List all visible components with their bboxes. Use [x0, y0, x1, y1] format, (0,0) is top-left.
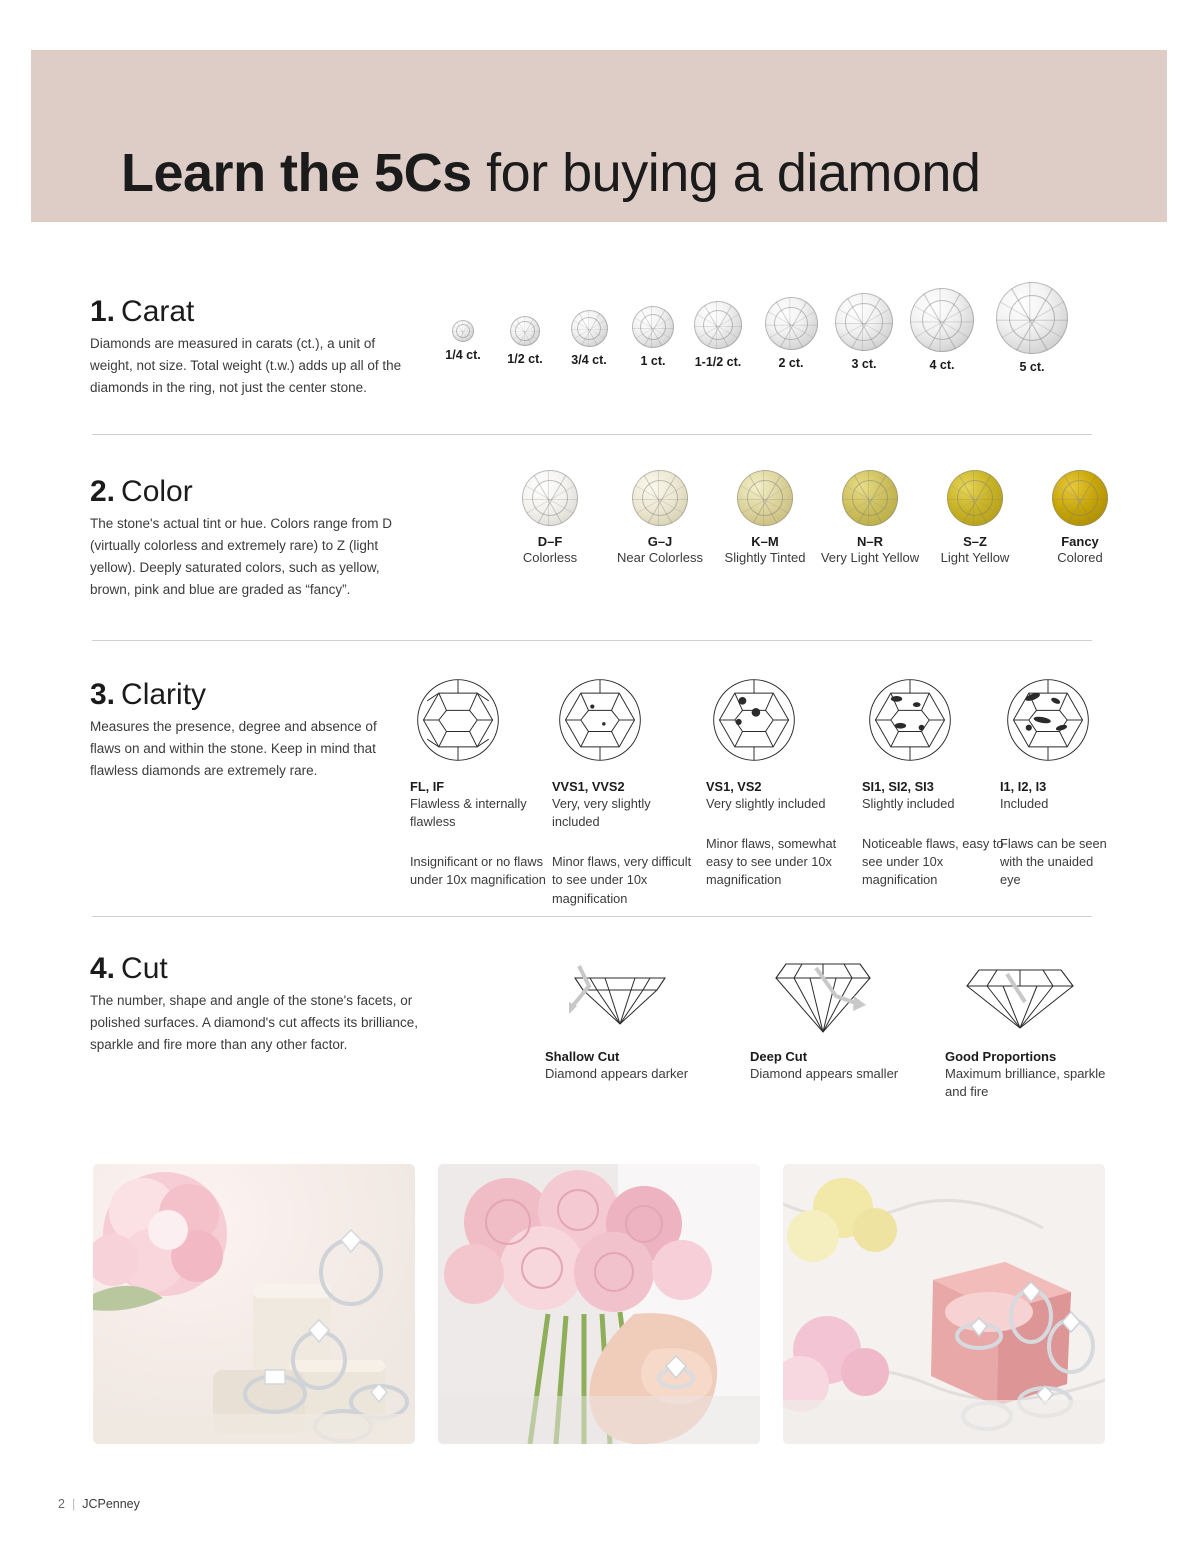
diamond-color-icon	[737, 470, 793, 526]
clarity-desc: Very, very slightly included	[552, 796, 651, 830]
page-title-light: for buying a diamond	[471, 143, 981, 203]
diamond-color-icon	[632, 470, 688, 526]
diamond-color-icon	[842, 470, 898, 526]
section-carat-text	[90, 295, 420, 399]
page-number: 2	[58, 1497, 65, 1511]
section-carat-heading	[90, 295, 420, 329]
clarity-note: Noticeable flaws, easy to see under 10x magnification	[862, 836, 1004, 888]
section-cut-text	[90, 952, 420, 1056]
cut-desc: Diamond appears smaller	[750, 1066, 899, 1081]
clarity-item	[410, 672, 550, 890]
good-proportions-icon	[945, 952, 1095, 1044]
diamond-color-icon	[947, 470, 1003, 526]
cut-title: Deep Cut	[750, 1049, 808, 1064]
clarity-note: Minor flaws, somewhat easy to see under 10x magnification	[706, 836, 837, 888]
carat-scale	[434, 286, 1124, 386]
diamond-color-icon	[1052, 470, 1108, 526]
inclusion-marks	[590, 704, 605, 725]
section-carat-name: Carat	[121, 295, 195, 328]
color-desc: Very Light Yellow	[820, 550, 920, 565]
cut-desc: Maximum brilliance, sparkle and fire	[945, 1066, 1106, 1100]
color-desc: Light Yellow	[940, 550, 1010, 565]
carat-item	[558, 310, 620, 367]
diamond-outline-icon	[706, 672, 802, 768]
color-grade: Fancy	[1061, 534, 1099, 549]
clarity-item	[706, 672, 846, 890]
color-item	[1030, 470, 1130, 567]
carat-label: 1 ct.	[640, 354, 666, 368]
clarity-desc: Included	[1000, 796, 1049, 811]
diamond-icon	[910, 288, 974, 352]
diamond-icon	[996, 282, 1068, 354]
carat-item	[830, 293, 898, 371]
clarity-item	[1000, 672, 1110, 890]
carat-item	[496, 316, 554, 366]
section-clarity-name: Clarity	[121, 678, 207, 711]
section-carat-body: Diamonds are measured in carats (ct.), a unit of weight, not size. Total weight (t.w.) adds up all of the diamonds in the ring, not just the center stone.	[90, 336, 402, 395]
section-carat-number: 1.	[90, 295, 116, 328]
carat-item	[682, 301, 754, 369]
cut-desc: Diamond appears darker	[545, 1066, 689, 1081]
diamond-icon	[835, 293, 893, 351]
clarity-desc: Slightly included	[862, 796, 955, 811]
color-grade: K–M	[751, 534, 779, 549]
color-grade: G–J	[647, 534, 673, 549]
footer-divider: |	[71, 1497, 76, 1511]
section-cut-body: The number, shape and angle of the stone's facets, or polished surfaces. A diamond's cut affects its brilliance, sparkle and fire more than any other factor.	[90, 993, 419, 1052]
color-grade: D–F	[537, 534, 563, 549]
section-divider	[92, 916, 1092, 917]
color-item	[500, 470, 600, 567]
section-cut-name: Cut	[121, 952, 168, 985]
clarity-grade: VS1, VS2	[706, 779, 762, 794]
section-color-name: Color	[121, 475, 193, 508]
section-color-body: The stone's actual tint or hue. Colors range from D (virtually colorless and extremely rare) to Z (light yellow). Deeply saturated colors, such as yellow, brown, pink and blue are graded as “fancy”.	[90, 516, 392, 597]
clarity-grade: VVS1, VVS2	[552, 779, 625, 794]
carat-label: 3/4 ct.	[571, 353, 607, 367]
diamond-outline-icon	[410, 672, 506, 768]
section-clarity-heading	[90, 678, 400, 712]
carat-label: 4 ct.	[929, 358, 955, 372]
diamond-icon	[765, 297, 818, 350]
carat-item	[990, 282, 1074, 374]
brand-name: JCPenney	[82, 1497, 140, 1511]
page-title-bold: Learn the 5Cs	[121, 143, 472, 203]
cut-title: Good Proportions	[945, 1049, 1057, 1064]
cut-item	[750, 952, 940, 1083]
cut-item	[545, 952, 735, 1083]
carat-label: 5 ct.	[1019, 360, 1045, 374]
section-clarity-body: Measures the presence, degree and absence of flaws on and within the stone. Keep in mind that flawless diamonds are extremely rare.	[90, 719, 377, 778]
page-title	[121, 142, 980, 204]
header-banner	[31, 50, 1167, 222]
section-clarity-number: 3.	[90, 678, 116, 711]
clarity-desc: Flawless & internally flawless	[410, 796, 527, 830]
section-color-number: 2.	[90, 475, 116, 508]
color-item	[610, 470, 710, 567]
clarity-grade: FL, IF	[410, 779, 445, 794]
carat-label: 2 ct.	[778, 356, 804, 370]
cut-title: Shallow Cut	[545, 1049, 620, 1064]
photo-rings-on-pedestals-with-peony	[93, 1164, 415, 1444]
carat-item	[759, 297, 823, 370]
diamond-icon	[632, 306, 674, 348]
inclusion-marks	[736, 697, 761, 725]
shallow-cut-icon	[545, 952, 695, 1044]
color-desc: Near Colorless	[617, 550, 703, 565]
diamond-color-icon	[522, 470, 578, 526]
carat-item	[434, 320, 492, 362]
clarity-item	[862, 672, 1012, 890]
diamond-icon	[694, 301, 742, 349]
light-path-arrow	[571, 966, 589, 1008]
photo-rings-in-pink-ring-box	[783, 1164, 1105, 1444]
carat-label: 1/2 ct.	[507, 352, 543, 366]
color-item	[820, 470, 920, 567]
color-item	[925, 470, 1025, 567]
carat-item	[624, 306, 682, 368]
clarity-desc: Very slightly included	[706, 796, 826, 811]
section-color-text	[90, 475, 410, 600]
section-color-heading	[90, 475, 410, 509]
carat-item	[906, 288, 978, 372]
carat-label: 3 ct.	[851, 357, 877, 371]
clarity-note: Insignificant or no flaws under 10x magnification	[410, 854, 546, 888]
inclusion-marks	[1024, 691, 1067, 731]
diamond-outline-icon	[552, 672, 648, 768]
diamond-outline-icon	[1000, 672, 1096, 768]
photo-bride-holding-rose-bouquet	[438, 1164, 760, 1444]
photo-gallery	[93, 1164, 1105, 1444]
arrow-head	[853, 996, 866, 1011]
deep-cut-icon	[750, 952, 900, 1044]
section-divider	[92, 434, 1092, 435]
clarity-note: Flaws can be seen with the unaided eye	[1000, 836, 1107, 888]
color-desc: Colored	[1057, 550, 1103, 565]
carat-label: 1/4 ct.	[445, 348, 481, 362]
clarity-grade: I1, I2, I3	[1000, 779, 1047, 794]
color-grade: N–R	[856, 534, 883, 549]
section-divider	[92, 640, 1092, 641]
diamond-icon	[571, 310, 608, 347]
diamond-icon	[510, 316, 540, 346]
clarity-grade: SI1, SI2, SI3	[862, 779, 934, 794]
diamond-icon	[452, 320, 474, 342]
footer	[58, 1497, 140, 1511]
section-cut-number: 4.	[90, 952, 116, 985]
clarity-note: Minor flaws, very difficult to see under 10x magnification	[552, 854, 692, 906]
diamond-outline-icon	[862, 672, 958, 768]
clarity-item	[552, 672, 692, 908]
color-desc: Colorless	[522, 550, 578, 565]
color-item	[715, 470, 815, 567]
section-cut-heading	[90, 952, 420, 986]
color-grade: S–Z	[963, 534, 987, 549]
section-clarity-text	[90, 678, 400, 782]
light-path-arrow	[1007, 974, 1025, 1002]
carat-label: 1-1/2 ct.	[694, 355, 742, 369]
cut-item	[945, 952, 1125, 1102]
color-desc: Slightly Tinted	[724, 550, 806, 565]
